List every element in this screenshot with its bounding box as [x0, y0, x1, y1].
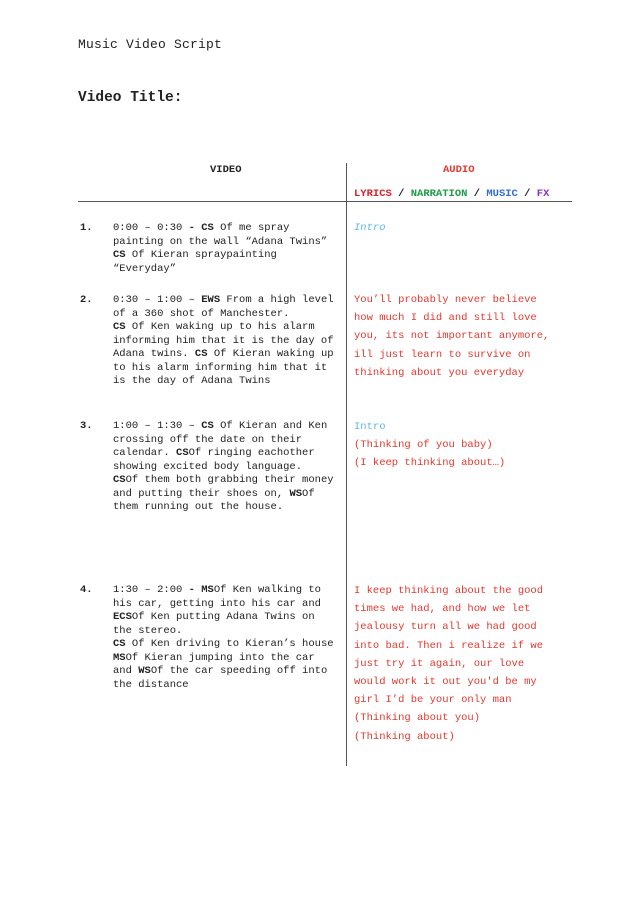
music-cue: Intro — [354, 421, 386, 433]
video-text: Of them running out the house. — [113, 487, 315, 513]
lyric-line: jealousy turn all we had good — [354, 621, 537, 634]
lyric-line: ill just learn to survive on — [354, 348, 531, 361]
shot-type: CS — [113, 638, 126, 650]
shot-type: CS — [176, 447, 189, 459]
audio-description — [354, 418, 574, 473]
video-description — [113, 294, 341, 389]
video-text: Of Ken putting Adana Twins on the stereo. — [113, 611, 315, 637]
video-text: Of them both grabbing their money and putting their shoes on, — [113, 474, 334, 500]
row-number: 2. — [80, 294, 93, 306]
video-text: Of Kieran spraypainting “Everyday” — [113, 249, 277, 275]
audio-description — [354, 219, 574, 237]
lyric-line: (I keep thinking about…) — [354, 457, 506, 470]
lyric-line: into bad. Then i realize if we — [354, 639, 544, 652]
lyric-line: I keep thinking about the good — [354, 585, 544, 597]
video-title-label: Video Title: — [78, 90, 183, 106]
shot-type: CS — [194, 348, 208, 360]
audio-legend — [354, 188, 549, 200]
shot-type: EWS — [201, 294, 221, 306]
shot-type: WS — [289, 487, 303, 500]
legend-separator: / — [391, 188, 411, 200]
shot-type: CS — [113, 474, 126, 486]
video-column-heading: VIDEO — [210, 164, 242, 176]
shot-type: MS — [113, 651, 126, 664]
shot-type: WS — [138, 665, 151, 677]
lyric-line: girl I’d be your only man — [354, 694, 512, 707]
video-text: 1:30 – 2:00 — [113, 584, 189, 596]
lyric-line: you, its not important anymore, — [354, 330, 550, 343]
lyric-line: how much I did and still love — [354, 312, 537, 325]
video-text: 0:00 – 0:30 — [113, 222, 189, 234]
video-text: Of Ken driving to Kieran’s house — [131, 638, 334, 650]
video-text: 0:30 – 1:00 – — [113, 294, 202, 306]
video-text: Of me spray painting on the wall “Adana Twins” — [113, 222, 328, 248]
video-description — [113, 420, 341, 515]
lyric-line: (Thinking about) — [354, 730, 455, 743]
video-description — [113, 222, 341, 276]
video-text: Of Kieran jumping into the car and — [113, 651, 315, 677]
audio-description — [354, 291, 574, 382]
lyric-line: (Thinking of you baby) — [354, 439, 493, 452]
video-text: 1:00 – 1:30 – — [113, 420, 202, 432]
legend-separator: / — [467, 188, 487, 200]
lyric-line: (Thinking about you) — [354, 712, 481, 725]
lyric-line: would work it out you'd be my — [354, 675, 537, 688]
lyric-line: You’ll probably never believe — [354, 294, 537, 306]
shot-type: CS — [113, 321, 126, 333]
video-text: Of Ken waking up to his alarm informing him that it is the day of Adana twins. — [113, 321, 334, 360]
header-divider — [78, 201, 572, 202]
legend-music: MUSIC — [486, 188, 518, 200]
legend-fx: FX — [536, 188, 550, 200]
column-divider — [346, 163, 347, 766]
document-header: Music Video Script — [78, 37, 223, 52]
row-number: 1. — [80, 222, 93, 234]
video-text: Of ringing eachother showing excited body language. — [113, 447, 315, 473]
legend-separator: / — [517, 188, 537, 200]
shot-type: CS — [201, 420, 214, 432]
video-description — [113, 584, 341, 692]
shot-type: - CS — [188, 222, 214, 234]
video-text: Of Kieran waking up to his alarm informing him that it is the day of Adana Twins — [113, 348, 334, 387]
music-cue: Intro — [354, 222, 386, 234]
legend-lyrics: LYRICS — [354, 188, 392, 200]
shot-type: ECS — [113, 611, 132, 623]
audio-description — [354, 582, 574, 746]
video-text: Of Kieran and Ken crossing off the date on their calendar. — [113, 420, 328, 459]
row-number: 3. — [80, 420, 93, 432]
row-number: 4. — [80, 584, 93, 596]
shot-type: CS — [113, 249, 126, 261]
legend-narration: NARRATION — [410, 188, 468, 200]
lyric-line: thinking about you everyday — [354, 366, 525, 379]
lyric-line: just try it again, our love — [354, 657, 525, 670]
shot-type: - MS — [188, 584, 214, 596]
audio-column-heading: AUDIO — [443, 164, 475, 176]
lyric-line: times we had, and how we let — [354, 603, 531, 616]
video-text: Of Ken walking to his car, getting into his car and — [113, 584, 321, 610]
video-text: From a high level of a 360 shot of Manchester. — [113, 294, 334, 320]
video-text: Of the car speeding off into the distance — [113, 665, 328, 691]
